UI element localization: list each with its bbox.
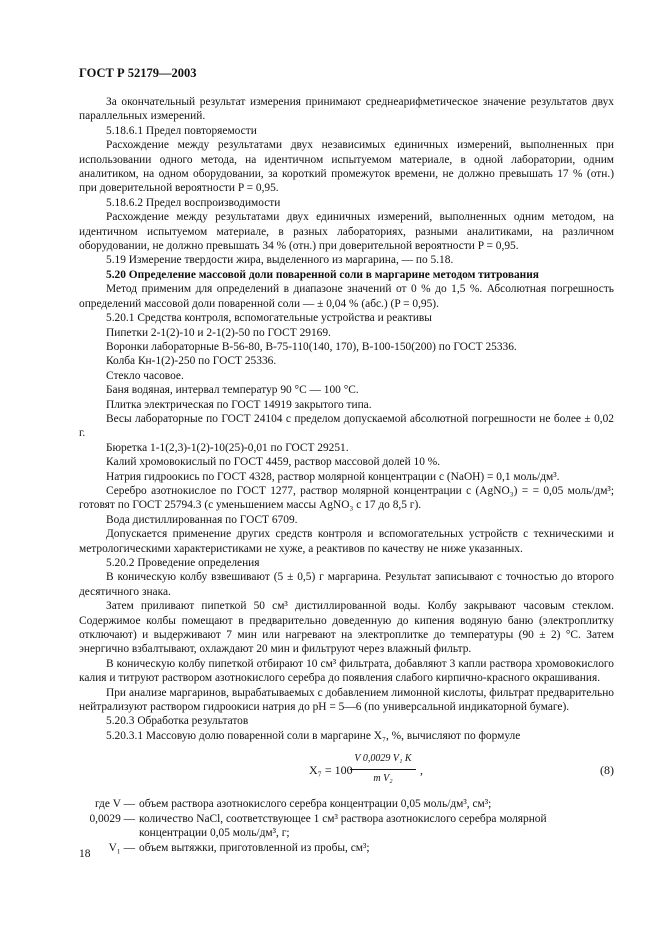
definition-item	[79, 797, 614, 811]
list-item: Вода дистиллированная по ГОСТ 6709.	[106, 513, 298, 526]
paragraph: В коническую колбу взвешивают (5 ± 0,5) г маргарина. Результат записывают с точностью до второго десятичного знака.	[79, 571, 614, 598]
list-item: Колба Кн-1(2)-250 по ГОСТ 25336.	[106, 355, 277, 368]
paragraph: За окончательный результат измерения принимают среднеарифметическое значение результатов двух параллельных измерений.	[79, 96, 614, 123]
paragraph: 5.19 Измерение твердости жира, выделенного из маргарина, — по 5.18.	[106, 254, 454, 267]
definition-item	[79, 841, 614, 855]
paragraph: Метод применим для определений в диапазоне значений от 0 % до 1,5 %. Абсолютная погрешность определений массовой доли поваренной соли — ± 0,04 % (абс.) (P = 0,95).	[79, 283, 614, 310]
list-item: Плитка электрическая по ГОСТ 14919 закрытого типа.	[106, 398, 372, 411]
definition-text: количество NaCl, соответствующее 1 см³ раствора азотнокислого серебра молярной концентрации 0,05 моль/дм³, г;	[139, 812, 547, 840]
list-item: Бюретка 1-1(2,3)-1(2)-10(25)-0,01 по ГОСТ 29251.	[106, 441, 349, 454]
paragraph: Расхождение между результатами двух единичных измерений, выполненных одним методом, на идентичном испытуемом материале, в разных лабораториях, разными аналитиками, на различном оборудовании, не должно превышать 34 % (отн.) при доверительной вероятности P = 0,95.	[79, 211, 614, 253]
section-heading: 5.20 Определение массовой доли поваренной соли в маргарине методом титрования	[106, 268, 539, 281]
clause-heading: 5.20.3 Обработка результатов	[106, 715, 249, 728]
formula-trail: ,	[420, 763, 423, 778]
definition-text: объем раствора азотнокислого серебра концентрации 0,05 моль/дм³, см³;	[139, 798, 492, 811]
definition-item	[79, 812, 614, 841]
formula-8	[79, 749, 614, 793]
standard-header: ГОСТ Р 52179—2003	[79, 66, 197, 80]
list-item: Стекло часовое.	[106, 369, 184, 382]
definition-symbol: где V —	[94, 798, 135, 811]
definition-text: объем вытяжки, приготовленной из пробы, см³;	[139, 841, 370, 854]
clause-heading: 5.18.6.1 Предел повторяемости	[106, 124, 257, 137]
list-item: Весы лабораторные по ГОСТ 24104 с пределом допускаемой абсолютной погрешности не более ± 0,02 г.	[79, 412, 614, 440]
paragraph: 5.20.3.1 Массовую долю поваренной соли в маргарине X₇, %, вычисляют по формуле	[106, 729, 521, 742]
body-text	[79, 95, 614, 855]
paragraph: Затем приливают пипеткой 50 см³ дистиллированной воды. Колбу закрывают часовым стеклом. Содержимое колбы помещают в предварительно доведенную до кипения водяную баню (электроплитку отключают) и выдерживают 7 мин или нагревают на электроплитке до температуры (90 ± 2) °С. Затем энергично взбалтывают, охлаждают 20 мин и фильтруют через влажный фильтр.	[79, 600, 614, 656]
clause-heading: 5.20.1 Средства контроля, вспомогательные устройства и реактивы	[106, 312, 432, 325]
list-item: Баня водяная, интервал температур 90 °С — 100 °С.	[106, 384, 359, 397]
paragraph: Допускается применение других средств контроля и вспомогательных устройств с техническими и метрологическими характеристиками не хуже, а реактивов по качеству не ниже указанных.	[79, 528, 614, 555]
clause-heading: 5.20.2 Проведение определения	[106, 557, 260, 569]
equation-number: (8)	[600, 763, 614, 778]
paragraph: Расхождение между результатами двух независимых единичных измерений, выполненных при использовании одного метода, на идентичном испытуемом материале, в одной лаборатории, одним аналитиком, на одном оборудовании, за короткий промежуток времени, не должно превышать 17 % (отн.) при доверительной вероятности P = 0,95.	[79, 139, 614, 195]
list-item: Калий хромовокислый по ГОСТ 4459, раствор массовой долей 10 %.	[106, 456, 441, 469]
formula-fraction	[350, 752, 416, 786]
definition-symbol: V₁ —	[108, 841, 135, 854]
page-number: 18	[79, 848, 91, 860]
paragraph: При анализе маргаринов, вырабатываемых с добавлением лимонной кислоты, фильтрат предварительно нейтрализуют раствором гидроокиси натрия до pH = 5—6 (по универсальной индикаторной бумаге).	[79, 686, 614, 714]
definition-symbol: 0,0029 —	[89, 812, 135, 825]
paragraph: В коническую колбу пипеткой отбирают 10 см³ фильтрата, добавляют 3 капли раствора хромовокислого калия и титруют раствором азотнокислого серебра до появления слабого кирпично-красного окрашивания.	[79, 657, 614, 685]
formula-definitions	[79, 797, 614, 855]
formula-denominator: m V₂	[373, 772, 393, 784]
list-item: Воронки лабораторные В-56-80, В-75-110(140, 170), В-100-150(200) по ГОСТ 25336.	[106, 340, 517, 353]
formula-lhs: X₇ = 100	[309, 763, 353, 778]
list-item: Серебро азотнокислое по ГОСТ 1277, раствор молярной концентрации c (AgNO₃) = = 0,05 моль/дм³; готовят по ГОСТ 25794.3 (с уменьшением массы AgNO₃ с 17 до 8,5 г).	[79, 484, 614, 512]
clause-heading: 5.18.6.2 Предел воспроизводимости	[106, 196, 281, 209]
list-item: Натрия гидроокись по ГОСТ 4328, раствор молярной концентрации c (NaOH) = 0,1 моль/дм³.	[106, 470, 560, 483]
list-item: Пипетки 2-1(2)-10 и 2-1(2)-50 по ГОСТ 29169.	[106, 326, 331, 339]
formula-numerator: V 0,0029 V₁ K	[350, 752, 416, 769]
